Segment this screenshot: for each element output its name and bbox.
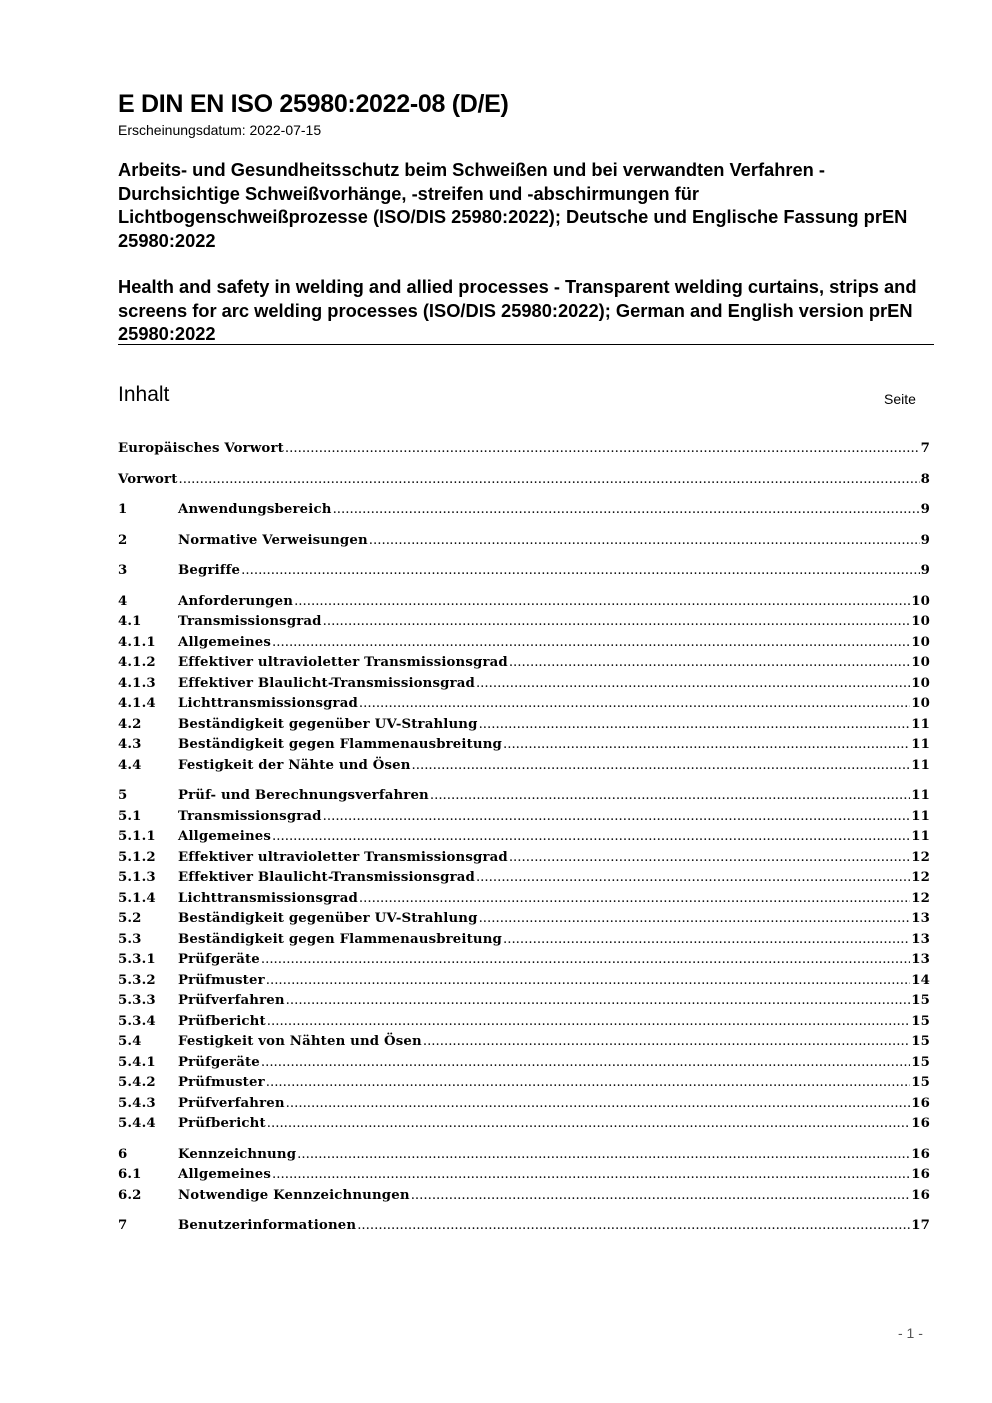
toc-entry-number: 4.1.2 [118,655,156,670]
toc-heading: Inhalt [118,383,170,406]
toc-entry-number: 4.4 [118,757,142,773]
toc-entry-page: 16 [911,1146,930,1162]
toc-entry-title: Prüfmuster [178,972,265,988]
toc-entry-number: 6.2 [118,1187,142,1203]
toc-entry-number: 5.1.1 [118,829,156,844]
toc-entry[interactable] [118,561,930,582]
toc-entry[interactable] [118,848,930,869]
toc-dot-leader [503,735,910,756]
toc-entry[interactable] [118,909,930,930]
toc-entry-number: 5.4.1 [118,1054,156,1070]
toc-entry[interactable] [118,1186,930,1207]
toc-entry-number: 5.3.2 [118,972,156,988]
toc-entry-title: Vorwort [118,471,178,487]
toc-entry-number: 5.4.2 [118,1075,156,1090]
toc-entry-title: Effektiver Blaulicht-Transmissionsgrad [178,870,475,885]
toc-entry[interactable] [118,612,930,633]
toc-dot-leader [266,1073,910,1094]
toc-entry-title: Prüfverfahren [178,1095,285,1111]
toc-entry[interactable] [118,715,930,736]
toc-entry-title: Kennzeichnung [178,1146,297,1162]
toc-dot-leader [286,1094,911,1115]
toc-dot-leader [261,1053,910,1074]
toc-entry[interactable] [118,1165,930,1186]
toc-entry-number: 5.3 [118,931,142,947]
table-of-contents [118,439,930,1237]
toc-entry-title: Prüfgeräte [178,1054,260,1070]
toc-entry-page: 10 [911,634,930,650]
toc-entry[interactable] [118,889,930,910]
toc-entry-page: 15 [911,1075,930,1090]
toc-entry-title: Allgemeines [178,634,272,650]
toc-dot-leader [430,786,910,807]
toc-entry-number: 5.4.3 [118,1095,156,1111]
toc-entry[interactable] [118,653,930,674]
toc-entry-number: 6.1 [118,1167,142,1182]
toc-entry[interactable] [118,694,930,715]
toc-entry-page: 15 [911,1013,930,1029]
toc-entry-title: Festigkeit von Nähten und Ösen [178,1034,422,1049]
toc-entry-title: Anwendungsbereich [178,502,332,517]
toc-dot-leader [297,1145,910,1166]
toc-entry[interactable] [118,735,930,756]
toc-entry[interactable] [118,1094,930,1115]
toc-entry-number: 5.4 [118,1034,142,1049]
toc-entry-number: 4.1 [118,614,142,629]
toc-entry-title: Notwendige Kennzeichnungen [178,1187,410,1203]
toc-entry-title: Lichttransmissionsgrad [178,890,358,906]
toc-entry-number: 4 [118,593,128,609]
toc-dot-leader [241,561,919,582]
toc-entry-title: Prüfbericht [178,1013,266,1029]
toc-dot-leader [357,1216,910,1237]
toc-entry-page: 16 [911,1116,930,1131]
toc-entry-title: Beständigkeit gegenüber UV-Strahlung [178,911,478,926]
toc-entry-page: 13 [911,952,930,967]
toc-entry-page: 11 [911,829,930,844]
toc-entry-title: Transmissionsgrad [178,614,322,629]
toc-entry-title: Allgemeines [178,1167,272,1182]
toc-entry-page: 15 [911,1034,930,1049]
toc-page-label: Seite [884,391,916,407]
toc-entry-title: Prüfverfahren [178,993,285,1008]
toc-entry-title: Allgemeines [178,829,272,844]
toc-entry-page: 13 [911,931,930,947]
toc-entry-title: Effektiver ultravioletter Transmissionsgrad [178,655,508,670]
toc-entry-page: 16 [911,1095,930,1111]
toc-entry-page: 8 [920,471,930,487]
toc-entry-title: Beständigkeit gegenüber UV-Strahlung [178,716,478,732]
toc-dot-leader [272,633,910,654]
toc-entry[interactable] [118,807,930,828]
toc-entry-number: 5.1.4 [118,890,156,906]
toc-dot-leader [423,1032,910,1053]
toc-entry-page: 13 [911,911,930,926]
toc-entry[interactable] [118,991,930,1012]
toc-entry[interactable] [118,470,930,491]
toc-entry[interactable] [118,674,930,695]
toc-entry-page: 15 [911,1054,930,1070]
toc-entry-title: Prüfmuster [178,1075,265,1090]
toc-dot-leader [323,807,911,828]
toc-dot-leader [285,439,920,460]
toc-entry[interactable] [118,1216,930,1237]
toc-entry-page: 9 [920,502,930,517]
toc-entry-title: Beständigkeit gegen Flammenausbreitung [178,737,502,752]
toc-entry-number: 7 [118,1218,128,1233]
toc-entry-title: Benutzerinformationen [178,1218,357,1233]
toc-entry-page: 12 [911,890,930,906]
toc-dot-leader [294,592,910,613]
toc-entry-page: 12 [911,870,930,885]
toc-entry[interactable] [118,531,930,552]
toc-entry-page: 10 [911,614,930,629]
toc-dot-leader [503,930,910,951]
toc-dot-leader [272,827,910,848]
title-divider [118,344,934,345]
toc-dot-leader [267,1114,910,1135]
toc-dot-leader [359,889,910,910]
toc-entry-page: 16 [911,1167,930,1182]
toc-entry[interactable] [118,592,930,613]
toc-entry-page: 9 [920,563,930,578]
toc-dot-leader [359,694,910,715]
toc-dot-leader [476,868,910,889]
title-german: Arbeits- und Gesundheitsschutz beim Schweißen und bei verwandten Verfahren - Durchsichtige Schweißvorhänge, -streifen und -abschirmungen für Lichtbogenschweißprozesse (ISO/DIS 25980:2022); Deutsche und Englische Fassung prEN 25980:2022 [118,159,908,251]
toc-entry[interactable] [118,971,930,992]
toc-dot-leader [476,674,910,695]
toc-entry-page: 11 [911,788,930,803]
toc-entry-number: 4.1.3 [118,675,156,691]
toc-entry-page: 11 [911,716,930,732]
toc-dot-leader [369,531,920,552]
publication-date: Erscheinungsdatum: 2022-07-15 [118,122,322,138]
toc-entry-number: 5 [118,788,128,803]
toc-entry-number: 4.1.4 [118,696,156,711]
toc-entry-title: Effektiver Blaulicht-Transmissionsgrad [178,675,475,691]
toc-entry-page: 17 [911,1218,930,1233]
toc-dot-leader [479,715,911,736]
toc-entry[interactable] [118,1073,930,1094]
toc-entry-number: 5.3.4 [118,1013,156,1029]
toc-entry[interactable] [118,1053,930,1074]
toc-entry-title: Effektiver ultravioletter Transmissionsgrad [178,849,508,865]
toc-entry[interactable] [118,1012,930,1033]
toc-entry[interactable] [118,930,930,951]
toc-entry-page: 14 [911,972,930,988]
toc-entry-page: 10 [911,593,930,609]
toc-dot-leader [286,991,911,1012]
toc-entry-number: 4.3 [118,737,142,752]
toc-dot-leader [412,756,911,777]
toc-entry-title: Anforderungen [178,593,294,609]
toc-entry-page: 15 [911,993,930,1008]
toc-dot-leader [261,950,910,971]
toc-entry[interactable] [118,500,930,521]
toc-entry[interactable] [118,1032,930,1053]
title-english: Health and safety in welding and allied processes - Transparent welding curtains, strips and screens for arc welding processes (ISO/DIS 25980:2022); German and English version prEN 25980:2022 [118,276,917,344]
toc-entry-page: 10 [911,675,930,691]
toc-entry-title: Lichttransmissionsgrad [178,696,358,711]
toc-entry-title: Begriffe [178,563,241,578]
toc-entry-page: 7 [920,441,930,456]
toc-entry-number: 4.2 [118,716,142,732]
toc-entry-number: 6 [118,1146,128,1162]
page-number: - 1 - [898,1325,923,1341]
toc-entry[interactable] [118,1114,930,1135]
toc-dot-leader [178,470,919,491]
toc-entry[interactable] [118,827,930,848]
toc-dot-leader [333,500,920,521]
toc-entry-number: 3 [118,563,128,578]
toc-entry-page: 11 [911,808,930,824]
toc-entry-number: 5.4.4 [118,1116,156,1131]
toc-entry-page: 11 [911,757,930,773]
toc-entry-page: 10 [911,655,930,670]
toc-dot-leader [509,653,910,674]
toc-dot-leader [272,1165,910,1186]
toc-entry-number: 4.1.1 [118,634,156,650]
toc-entry[interactable] [118,950,930,971]
toc-dot-leader [267,1012,910,1033]
toc-dot-leader [411,1186,911,1207]
toc-entry[interactable] [118,756,930,777]
toc-entry-title: Beständigkeit gegen Flammenausbreitung [178,931,502,947]
toc-entry-title: Transmissionsgrad [178,808,322,824]
toc-entry-page: 10 [911,696,930,711]
toc-entry-number: 1 [118,502,128,517]
toc-entry-number: 5.1.3 [118,870,156,885]
toc-entry[interactable] [118,868,930,889]
toc-entry[interactable] [118,786,930,807]
toc-entry-title: Normative Verweisungen [178,532,368,548]
toc-entry-title: Prüf- und Berechnungsverfahren [178,788,429,803]
toc-entry-page: 11 [911,737,930,752]
toc-entry-number: 5.3.3 [118,993,156,1008]
toc-entry-title: Festigkeit der Nähte und Ösen [178,757,411,773]
toc-entry-page: 9 [920,532,930,548]
toc-entry-page: 12 [911,849,930,865]
toc-dot-leader [323,612,911,633]
toc-entry-page: 16 [911,1187,930,1203]
toc-entry-title: Europäisches Vorwort [118,441,284,456]
toc-entry-number: 5.1 [118,808,142,824]
toc-entry-number: 5.2 [118,911,142,926]
toc-entry-number: 5.3.1 [118,952,156,967]
document-id: E DIN EN ISO 25980:2022-08 (D/E) [118,90,509,118]
toc-dot-leader [509,848,910,869]
toc-entry[interactable] [118,633,930,654]
toc-entry-number: 2 [118,532,128,548]
toc-dot-leader [266,971,910,992]
toc-entry[interactable] [118,439,930,460]
toc-entry-title: Prüfbericht [178,1116,266,1131]
toc-dot-leader [479,909,911,930]
toc-entry-number: 5.1.2 [118,849,156,865]
toc-entry[interactable] [118,1145,930,1166]
toc-entry-title: Prüfgeräte [178,952,260,967]
